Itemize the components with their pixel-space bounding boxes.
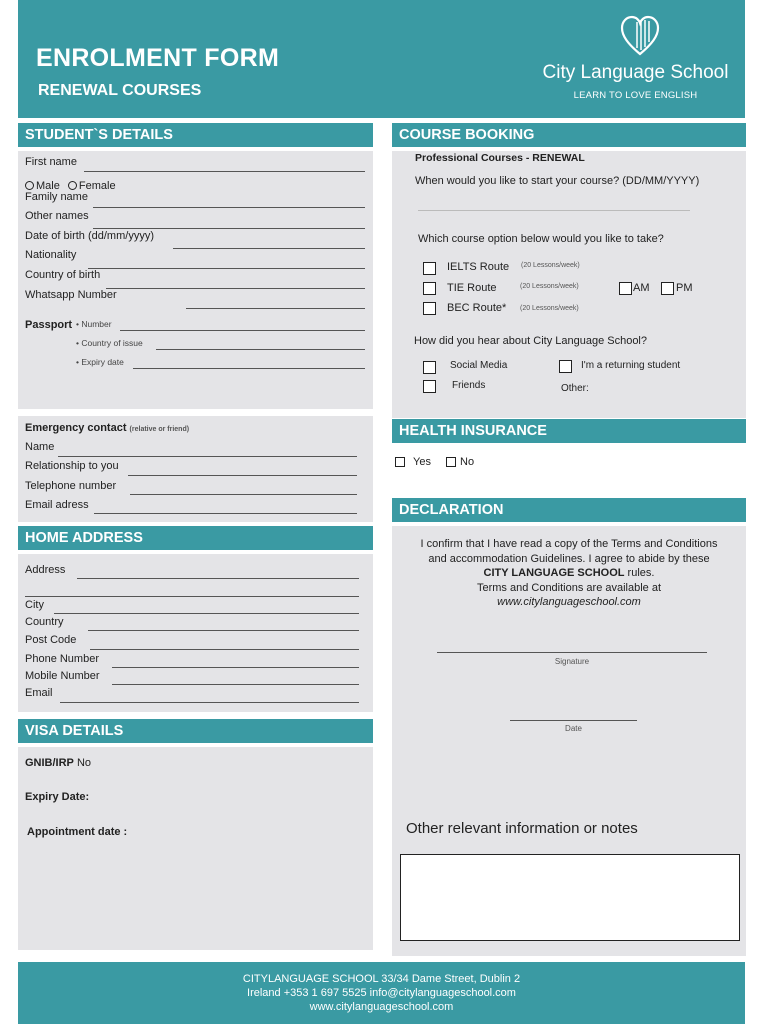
form-title: ENROLMENT FORM [36,44,280,72]
telephone-field[interactable] [130,494,357,495]
relationship-field[interactable] [128,475,357,476]
other-names-label: Other names [25,210,89,222]
course-subheading: Professional Courses - RENEWAL [415,152,585,164]
option-question: Which course option below would you like to take? [418,233,664,245]
declaration-line-3 [392,566,746,581]
course-booking-panel [392,151,746,418]
returning-label: I'm a returning student [581,360,681,371]
home-address-panel [18,554,373,712]
emergency-name-field[interactable] [58,456,357,457]
family-name-field[interactable] [93,207,365,208]
notes-textarea[interactable] [400,854,740,941]
mobile-field[interactable] [112,684,359,685]
emergency-name-label: Name [25,441,55,453]
date-field[interactable] [510,720,637,721]
footer-contact: Ireland +353 1 697 5525 info@citylanguageschool.com [247,987,516,999]
form-header [18,0,745,118]
declaration-line-1: I confirm that I have read a copy of the Terms and Conditions [420,538,718,550]
emergency-heading: Emergency contact (relative or friend) [25,422,190,434]
city-label: City [25,599,44,611]
phone-label: Phone Number [25,653,99,665]
first-name-field[interactable] [84,171,365,172]
dob-field[interactable] [173,248,365,249]
declaration-text [392,537,746,610]
visa-details-panel [18,747,373,950]
home-email-label: Email [25,687,53,699]
hear-question: How did you hear about City Language School? [414,335,647,347]
logo-school-name: City Language School [542,62,729,83]
family-name-label: Family name [25,191,88,203]
country-label: Country [25,616,64,628]
visa-details-heading: VISA DETAILS [18,719,373,743]
health-insurance-heading: HEALTH INSURANCE [392,419,746,443]
home-email-field[interactable] [60,702,359,703]
social-media-label: Social Media [450,360,508,371]
insurance-no-checkbox[interactable] [446,457,456,467]
gnib-label: GNIB/IRP [25,757,74,769]
declaration-school-name: CITY LANGUAGE SCHOOL [483,567,625,579]
post-code-field[interactable] [90,649,359,650]
ielts-checkbox[interactable] [423,262,436,275]
mobile-label: Mobile Number [25,670,100,682]
footer-address: CITYLANGUAGE SCHOOL 33/34 Dame Street, Dublin 2 [242,973,521,985]
passport-expiry-field[interactable] [133,368,365,369]
declaration-line-2: and accommodation Guidelines. I agree to abide by these [428,552,710,565]
pm-label: PM [676,282,693,294]
declaration-website: www.citylanguageschool.com [497,596,641,608]
emergency-email-label: Email adress [25,499,89,511]
female-radio[interactable] [68,181,77,190]
pm-checkbox[interactable] [661,282,674,295]
friends-checkbox[interactable] [423,380,436,393]
start-question: When would you like to start your course? (DD/MM/YYYY) [415,175,700,187]
declaration-panel [392,526,746,956]
relationship-label: Relationship to you [25,460,119,472]
gnib-row [25,757,91,769]
male-label: Male [36,180,60,192]
country-of-birth-label: Country of birth [25,269,101,281]
dob-label: Date of birth (dd/mm/yyyy) [25,230,154,242]
start-date-field[interactable] [418,210,690,211]
heart-logo-icon [618,14,662,58]
bec-note: (20 Lessons/week) [520,305,579,312]
tie-checkbox[interactable] [423,282,436,295]
declaration-line-4: Terms and Conditions are available at [476,581,662,594]
friends-label: Friends [452,380,486,391]
emergency-email-field[interactable] [94,513,357,514]
country-of-birth-field[interactable] [106,288,365,289]
insurance-yes-label: Yes [413,456,431,468]
tie-note: (20 Lessons/week) [520,283,579,290]
students-details-heading: STUDENT`S DETAILS [18,123,373,147]
address-field-1[interactable] [77,578,359,579]
passport-number-field[interactable] [120,330,365,331]
country-field[interactable] [88,630,359,631]
ielts-label: IELTS Route [447,261,510,273]
am-label: AM [633,282,650,294]
signature-field[interactable] [437,652,707,653]
telephone-label: Telephone number [25,480,117,492]
post-code-label: Post Code [25,634,77,646]
address-field-2[interactable] [25,596,359,597]
first-name-label: First name [25,156,77,168]
form-subtitle: RENEWAL COURSES [38,82,202,99]
tie-label: TIE Route [447,282,497,294]
visa-expiry-label: Expiry Date: [25,791,90,803]
passport-country-label: • Country of issue [76,338,143,348]
insurance-no-label: No [460,456,475,468]
female-label: Female [78,180,116,192]
declaration-rules: rules. [624,567,655,579]
whatsapp-field[interactable] [186,308,365,309]
gnib-value[interactable]: No [76,757,92,769]
home-address-heading: HOME ADDRESS [18,526,373,550]
appointment-label: Appointment date : [27,826,128,838]
male-radio[interactable] [25,181,34,190]
students-details-panel [18,151,373,409]
city-field[interactable] [54,613,359,614]
insurance-yes-checkbox[interactable] [395,457,405,467]
emergency-note: (relative or friend) [129,426,190,433]
signature-label: Signature [554,657,590,666]
course-booking-heading: COURSE BOOKING [392,123,746,147]
passport-number-label: • Number [76,319,112,329]
phone-field[interactable] [112,667,359,668]
emergency-contact-panel [18,416,373,522]
declaration-heading: DECLARATION [392,498,746,522]
other-label: Other: [561,383,589,394]
bec-checkbox[interactable] [423,302,436,315]
ielts-note: (20 Lessons/week) [521,262,580,269]
date-label: Date [565,724,582,733]
passport-expiry-label: • Expiry date [76,357,124,367]
passport-country-field[interactable] [156,349,365,350]
social-media-checkbox[interactable] [423,361,436,374]
other-names-field[interactable] [93,228,365,229]
returning-checkbox[interactable] [559,360,572,373]
address-label: Address [25,564,66,576]
footer-website[interactable]: www.citylanguageschool.com [309,1001,454,1013]
nationality-label: Nationality [25,249,77,261]
nationality-field[interactable] [88,268,365,269]
whatsapp-label: Whatsapp Number [25,289,117,301]
page-footer [18,962,745,1024]
notes-label: Other relevant information or notes [406,820,638,837]
school-logo [526,8,745,108]
am-checkbox[interactable] [619,282,632,295]
logo-tagline: LEARN TO LOVE ENGLISH [573,90,698,101]
bec-label: BEC Route* [447,302,507,314]
passport-label: Passport [25,319,73,331]
